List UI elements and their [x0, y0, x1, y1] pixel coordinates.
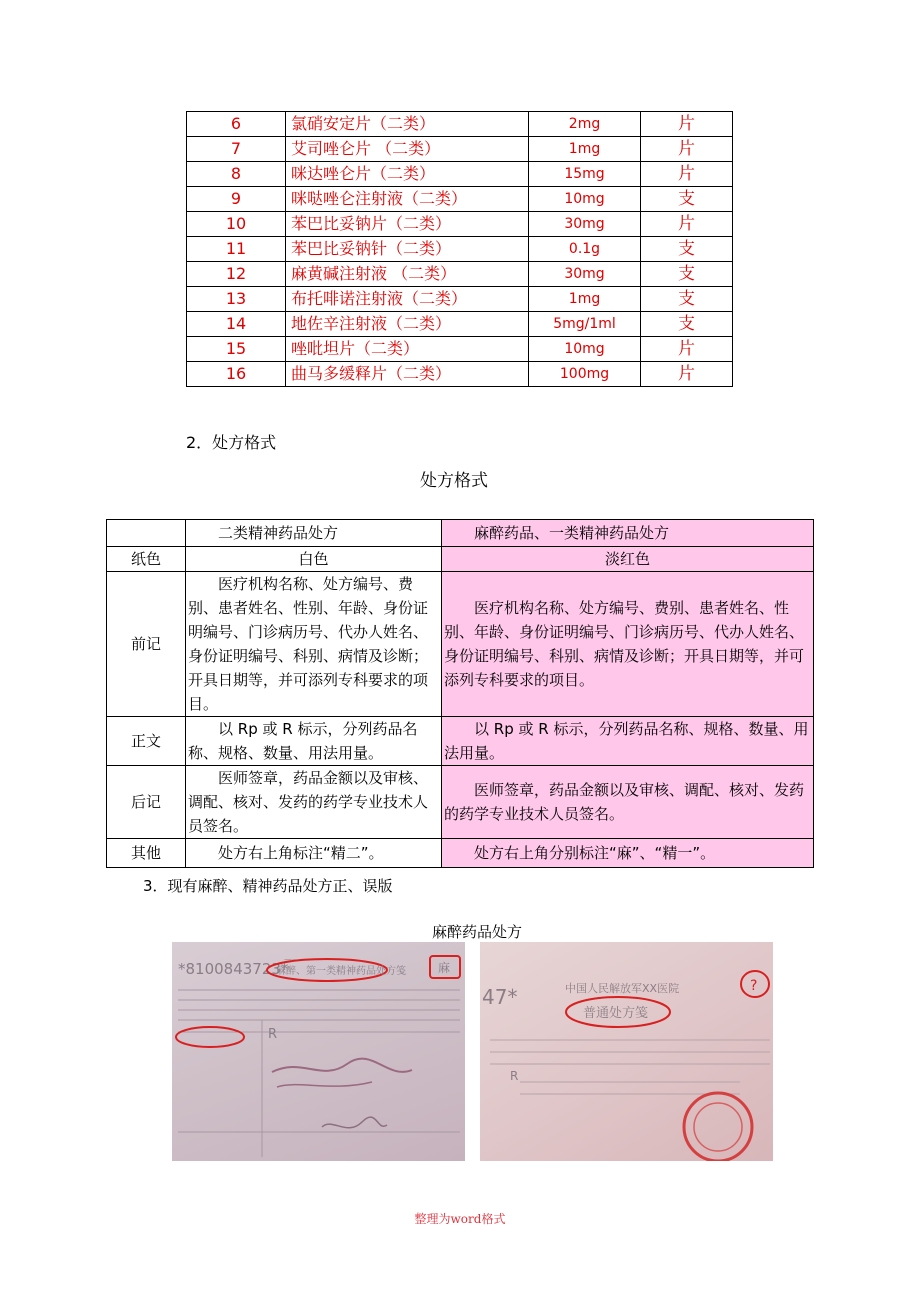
photo1-handwriting [272, 1059, 412, 1072]
drug-number: 7 [187, 137, 286, 162]
drug-row [187, 262, 733, 287]
drug-name: 曲马多缓释片（二类） [286, 362, 529, 387]
drug-row [187, 312, 733, 337]
photo2-title: 普通处方笺 [583, 1006, 649, 1021]
class2-body: 以 Rp 或 R 标示，分列药品名称、规格、数量、用法用量。 [186, 717, 442, 766]
drug-number: 11 [187, 237, 286, 262]
drug-row [187, 362, 733, 387]
class2-front-matter: 医疗机构名称、处方编号、费别、患者姓名、性别、年龄、身份证明编号、门诊病历号、代办人姓名、身份证明编号、科别、病情及诊断；开具日期等，并可添列专科要求的项目。 [186, 572, 442, 717]
photo-ordinary-prescription [480, 942, 773, 1161]
drug-row [187, 287, 733, 312]
format-row-other [107, 839, 814, 868]
photo2-serial: 47* [482, 985, 518, 1009]
drug-name: 唑吡坦片（二类） [286, 337, 529, 362]
format-row-back-matter [107, 766, 814, 839]
drug-row [187, 112, 733, 137]
drug-row [187, 212, 733, 237]
photo2-hospital: 中国人民解放军XX医院 [565, 982, 680, 995]
narcotic-front-matter: 医疗机构名称、处方编号、费别、患者姓名、性别、年龄、身份证明编号、门诊病历号、代办人姓名、身份证明编号、科别、病情及诊断；开具日期等，并可添列专科要求的项目。 [442, 572, 814, 717]
drug-unit: 支 [641, 237, 733, 262]
footer-note: 整理为word格式 [414, 1212, 506, 1226]
section-heading-prescription-versions: 3．现有麻醉、精神药品处方正、误版 [143, 877, 393, 895]
drug-number: 12 [187, 262, 286, 287]
photo1-hospital-line: ———————— [284, 955, 348, 964]
narcotic-other: 处方右上角分别标注“麻”、“精一”。 [442, 839, 814, 868]
drug-number: 13 [187, 287, 286, 312]
drug-spec: 2mg [529, 112, 641, 137]
drug-spec: 1mg [529, 137, 641, 162]
drug-number: 16 [187, 362, 286, 387]
drug-name: 咪哒唑仑注射液（二类） [286, 187, 529, 212]
drug-name: 氯硝安定片（二类） [286, 112, 529, 137]
header-empty-cell [107, 520, 186, 547]
drug-number: 15 [187, 337, 286, 362]
drug-unit: 片 [641, 112, 733, 137]
photo1-title: 麻醉、第一类精神药品处方笺 [276, 966, 406, 977]
drug-table [186, 111, 733, 387]
drug-spec: 0.1g [529, 237, 641, 262]
drug-number: 10 [187, 212, 286, 237]
table-caption-prescription-format: 处方格式 [420, 471, 488, 491]
narcotic-body: 以 Rp 或 R 标示，分列药品名称、规格、数量、用法用量。 [442, 717, 814, 766]
photo2-rx: R [510, 1069, 519, 1083]
drug-name: 艾司唑仑片 （二类） [286, 137, 529, 162]
drug-name: 咪达唑仑片（二类） [286, 162, 529, 187]
photo2-question-mark: ? [750, 978, 758, 994]
row-label: 正文 [107, 717, 186, 766]
drug-spec: 30mg [529, 262, 641, 287]
drug-spec: 10mg [529, 187, 641, 212]
drug-name: 苯巴比妥钠针（二类） [286, 237, 529, 262]
photo2-form-lines [490, 1040, 770, 1064]
photo1-serial: *8100843723* [178, 960, 289, 978]
prescription-format-table [106, 519, 814, 868]
photo2-lines-lower [520, 1082, 740, 1094]
photo1-form-lines [178, 990, 460, 1157]
row-label: 前记 [107, 572, 186, 717]
photo1-handwriting-2 [277, 1082, 372, 1087]
photo2-stamp-inner [694, 1103, 742, 1151]
class2-other: 处方右上角标注“精二”。 [186, 839, 442, 868]
drug-number: 9 [187, 187, 286, 212]
drug-unit: 支 [641, 187, 733, 212]
photo1-corner-mark: 麻 [438, 961, 451, 975]
drug-unit: 片 [641, 337, 733, 362]
section-heading-prescription-format: 2．处方格式 [186, 433, 277, 452]
drug-unit: 片 [641, 162, 733, 187]
drug-unit: 支 [641, 312, 733, 337]
header-class2: 二类精神药品处方 [186, 520, 442, 547]
drug-unit: 片 [641, 137, 733, 162]
drug-unit: 片 [641, 212, 733, 237]
drug-unit: 支 [641, 262, 733, 287]
row-label: 其他 [107, 839, 186, 868]
drug-spec: 15mg [529, 162, 641, 187]
photo1-id-circle [176, 1027, 244, 1047]
drug-spec: 5mg/1ml [529, 312, 641, 337]
format-row-front-matter [107, 572, 814, 717]
drug-row [187, 237, 733, 262]
drug-number: 6 [187, 112, 286, 137]
photo1-rx: R [268, 1027, 278, 1042]
drug-row [187, 337, 733, 362]
photo-narcotic-prescription [172, 942, 465, 1161]
drug-spec: 1mg [529, 287, 641, 312]
format-header-row [107, 520, 814, 547]
drug-name: 麻黄碱注射液 （二类） [286, 262, 529, 287]
class2-paper-color: 白色 [186, 547, 442, 572]
row-label: 纸色 [107, 547, 186, 572]
narcotic-paper-color: 淡红色 [442, 547, 814, 572]
drug-name: 苯巴比妥钠片（二类） [286, 212, 529, 237]
narcotic-back-matter: 医师签章，药品金额以及审核、调配、核对、发药的药学专业技术人员签名。 [442, 766, 814, 839]
drug-name: 布托啡诺注射液（二类） [286, 287, 529, 312]
drug-unit: 片 [641, 362, 733, 387]
drug-spec: 10mg [529, 337, 641, 362]
row-label: 后记 [107, 766, 186, 839]
header-narcotic: 麻醉药品、一类精神药品处方 [442, 520, 814, 547]
drug-row [187, 187, 733, 212]
photo1-signature [322, 1117, 387, 1128]
drug-number: 14 [187, 312, 286, 337]
drug-unit: 支 [641, 287, 733, 312]
figure-caption-narcotic-prescription: 麻醉药品处方 [431, 923, 522, 941]
drug-row [187, 137, 733, 162]
drug-row [187, 162, 733, 187]
drug-spec: 100mg [529, 362, 641, 387]
class2-back-matter: 医师签章，药品金额以及审核、调配、核对、发药的药学专业技术人员签名。 [186, 766, 442, 839]
drug-number: 8 [187, 162, 286, 187]
drug-name: 地佐辛注射液（二类） [286, 312, 529, 337]
drug-spec: 30mg [529, 212, 641, 237]
format-row-paper-color [107, 547, 814, 572]
format-row-body [107, 717, 814, 766]
